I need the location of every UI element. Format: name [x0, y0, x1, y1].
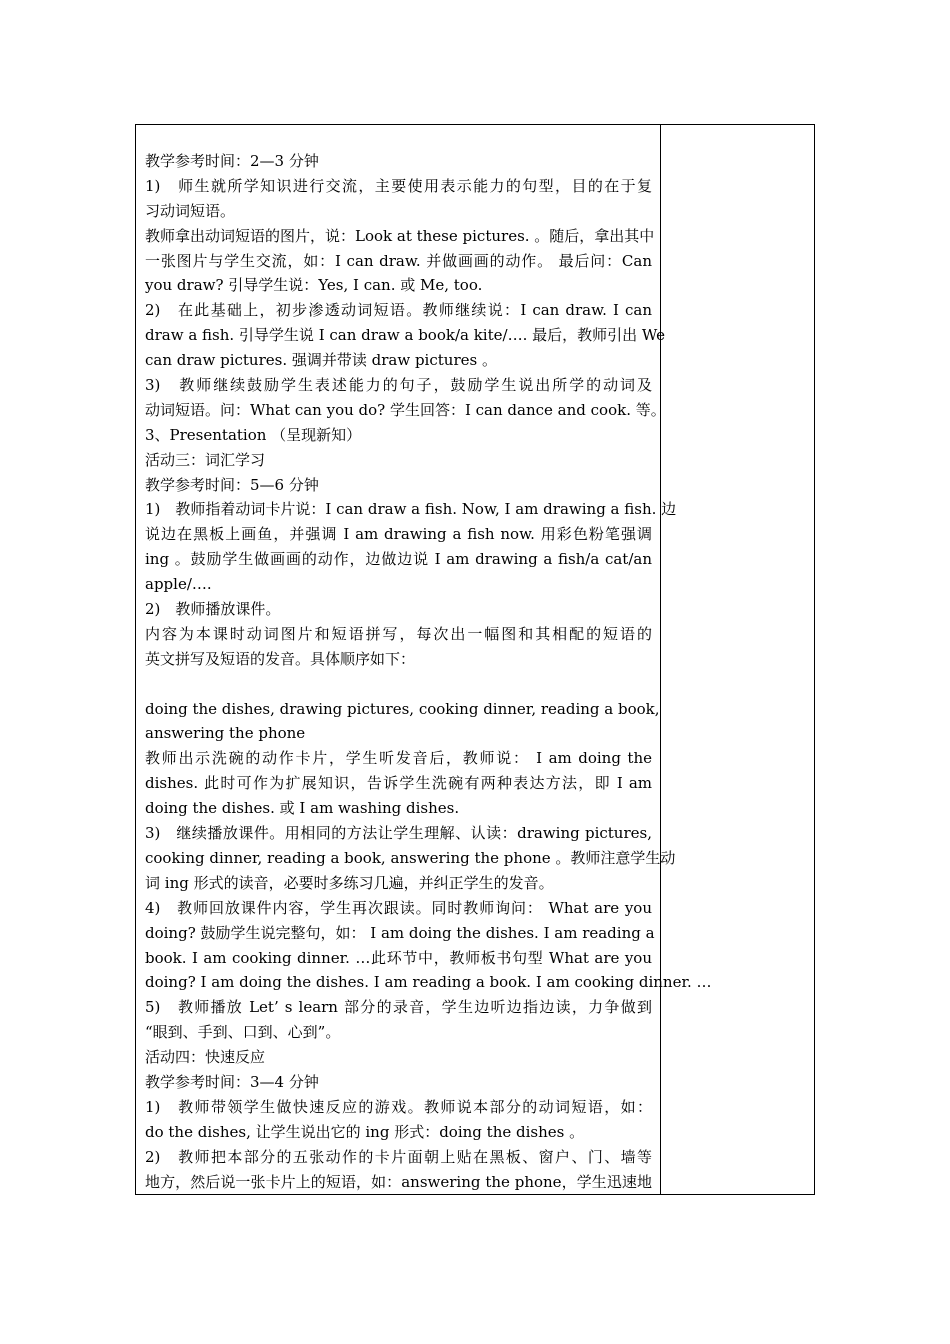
- text-line: 说边在黑板上画鱼，并强调 I am drawing a fish now. 用彩色粉笔强调: [145, 525, 652, 544]
- text-line: 词 ing 形式的读音，必要时多练习几遍，并纠正学生的发音。: [145, 873, 554, 892]
- text-line: 教师拿出动词短语的图片，说：Look at these pictures. 。随后，拿出其中: [145, 226, 655, 245]
- blank-line: [145, 672, 652, 697]
- text-line: 4) 教师回放课件内容，学生再次跟读。同时教师询问： What are you: [145, 898, 652, 917]
- notes-cell: [661, 125, 814, 1194]
- text-line: 习动词短语。: [145, 201, 236, 220]
- text-line: doing? I am doing the dishes. I am reading a book. I am cooking dinner. …: [145, 973, 712, 992]
- text-line: 动词短语。问：What can you do? 学生回答：I can dance and cook. 等。: [145, 400, 666, 419]
- text-line: book. I am cooking dinner. …此环节中，教师板书句型 What are you: [145, 948, 652, 967]
- text-line: 一张图片与学生交流，如：I can draw. 并做画画的动作。 最后问：Can: [145, 251, 652, 270]
- text-line: 1) 教师带领学生做快速反应的游戏。教师说本部分的动词短语，如：: [145, 1097, 652, 1116]
- lesson-plan-table: [135, 124, 815, 1195]
- text-line: answering the phone: [145, 724, 306, 743]
- text-line: can draw pictures. 强调并带读 draw pictures 。: [145, 351, 497, 370]
- text-line: 3) 教师继续鼓励学生表述能力的句子，鼓励学生说出所学的动词及: [145, 376, 652, 395]
- text-line: 教学参考时间：2—3 分钟: [145, 152, 319, 170]
- text-line: 2) 教师播放课件。: [145, 600, 281, 619]
- text-line: draw a fish. 引导学生说 I can draw a book/a kite/…. 最后，教师引出 We: [145, 326, 665, 345]
- text-line: 活动三：词汇学习: [145, 450, 266, 469]
- text-line: 2) 在此基础上，初步渗透动词短语。教师继续说：I can draw. I can: [145, 301, 652, 320]
- text-line: you draw? 引导学生说：Yes, I can. 或 Me, too.: [145, 276, 483, 295]
- text-line: 1) 师生就所学知识进行交流，主要使用表示能力的句型，目的在于复: [145, 176, 652, 195]
- text-line: doing the dishes. 或 I am washing dishes.: [145, 799, 460, 818]
- lesson-content-cell: [136, 125, 712, 1194]
- text-line: 教师出示洗碗的动作卡片，学生听发音后，教师说： I am doing the: [145, 749, 652, 768]
- text-line: 3) 继续播放课件。用相同的方法让学生理解、认读：drawing pictures,: [145, 824, 652, 843]
- text-line: 2) 教师把本部分的五张动作的卡片面朝上贴在黑板、窗户、门、墙等: [145, 1147, 652, 1166]
- text-line: cooking dinner, reading a book, answering the phone 。教师注意学生动: [145, 848, 676, 867]
- text-line: “眼到、手到、口到、心到”。: [145, 1023, 341, 1042]
- text-line: doing the dishes, drawing pictures, cooking dinner, reading a book,: [145, 699, 660, 718]
- text-line: apple/….: [145, 575, 212, 594]
- text-line: 1) 教师指着动词卡片说：I can draw a fish. Now, I am drawing a fish. 边: [145, 500, 677, 519]
- text-line: 地方，然后说一张卡片上的短语，如：answering the phone，学生迅速地: [145, 1172, 652, 1191]
- text-line: ing 。鼓励学生做画画的动作，边做边说 I am drawing a fish/a cat/an: [145, 550, 652, 569]
- text-line: dishes. 此时可作为扩展知识，告诉学生洗碗有两种表达方法，即 I am: [145, 774, 652, 793]
- text-line: 内容为本课时动词图片和短语拼写，每次出一幅图和其相配的短语的: [145, 624, 652, 643]
- text-line: 英文拼写及短语的发音。具体顺序如下：: [145, 649, 416, 668]
- text-line: 3、Presentation （呈现新知）: [145, 425, 362, 444]
- text-line: 教学参考时间：5—6 分钟: [145, 475, 319, 494]
- text-line: doing? 鼓励学生说完整句，如： I am doing the dishes. I am reading a: [145, 923, 655, 942]
- text-line: 活动四：快速反应: [145, 1048, 266, 1067]
- text-line: do the dishes, 让学生说出它的 ing 形式：doing the dishes 。: [145, 1122, 585, 1141]
- text-line: 5) 教师播放 Let’ s learn 部分的录音，学生边听边指边读，力争做到: [145, 998, 652, 1017]
- text-line: 教学参考时间：3—4 分钟: [145, 1072, 319, 1091]
